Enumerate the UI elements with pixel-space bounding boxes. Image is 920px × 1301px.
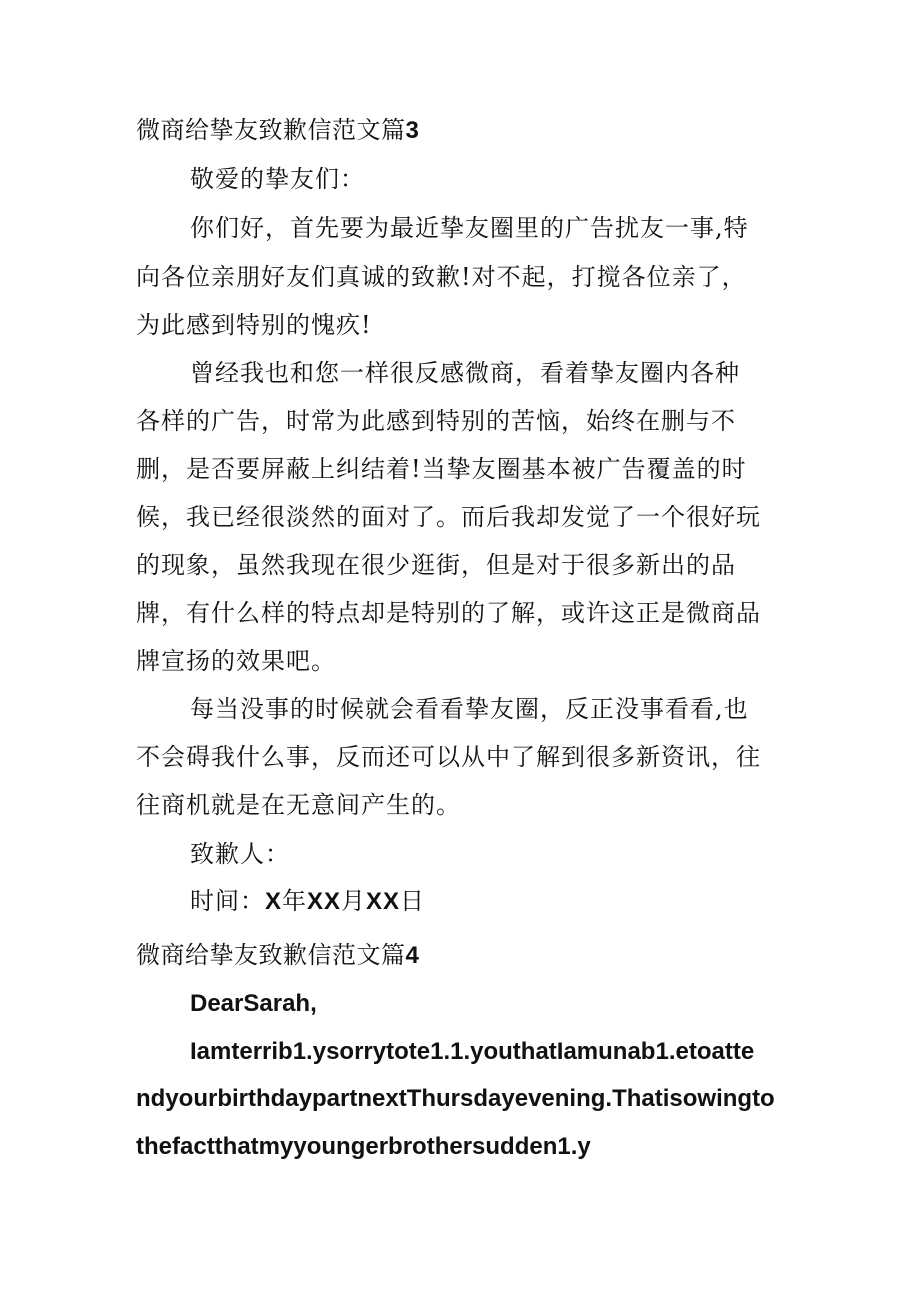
paragraph-line: 删，是否要屏蔽上纠结着!当挚友圈基本被广告覆盖的时 xyxy=(136,455,747,483)
paragraph-line: 向各位亲朋好友们真诚的致歉!对不起，打搅各位亲了， xyxy=(136,263,747,291)
section3-title-number: 3 xyxy=(405,117,420,144)
section4-title-text: 微商给挚友致歉信范文篇 xyxy=(136,941,406,969)
signer-line: 致歉人： xyxy=(190,840,290,868)
paragraph-line: 曾经我也和您一样很反感微商，看着挚友圈内各种 xyxy=(190,359,740,387)
section3-title-text: 微商给挚友致歉信范文篇 xyxy=(136,116,406,144)
paragraph-line: 牌宣扬的效果吧。 xyxy=(136,647,336,675)
paragraph-line: 牌，有什么样的特点却是特别的了解，或许这正是微商品 xyxy=(136,599,761,627)
paragraph-line: 的现象，虽然我现在很少逛街，但是对于很多新出的品 xyxy=(136,551,736,579)
date-day-value: XX xyxy=(366,888,401,915)
english-body-line: Iamterrib1.ysorrytote1.1.youthatIamunab1.etoatte xyxy=(190,1038,755,1065)
paragraph-line: 各样的广告，时常为此感到特别的苦恼，始终在删与不 xyxy=(136,407,736,435)
date-day-unit: 日 xyxy=(400,887,426,915)
section3-title xyxy=(136,114,419,147)
paragraph-line: 每当没事的时候就会看看挚友圈，反正没事看看,也 xyxy=(190,695,749,723)
date-month-value: XX xyxy=(307,888,342,915)
paragraph-line: 往商机就是在无意间产生的。 xyxy=(136,791,461,819)
salutation: 敬爱的挚友们： xyxy=(190,165,365,193)
section4-title-number: 4 xyxy=(405,942,420,969)
paragraph-line: 不会碍我什么事，反而还可以从中了解到很多新资讯，往 xyxy=(136,743,761,771)
date-year-unit: 年 xyxy=(282,887,308,915)
date-year-value: X xyxy=(265,888,283,915)
english-body-line: thefactthatmyyoungerbrothersudden1.y xyxy=(136,1133,591,1160)
date-month-unit: 月 xyxy=(341,887,367,915)
paragraph-line: 你们好，首先要为最近挚友圈里的广告扰友一事,特 xyxy=(190,214,749,242)
english-body-line: ndyourbirthdaypartnextThursdayevening.Thatisowingto xyxy=(136,1085,775,1112)
paragraph-line: 候，我已经很淡然的面对了。而后我却发觉了一个很好玩 xyxy=(136,503,761,531)
date-line xyxy=(190,885,425,918)
paragraph-line: 为此感到特别的愧疚! xyxy=(136,311,372,339)
section4-title xyxy=(136,939,419,972)
english-greeting: DearSarah, xyxy=(190,990,317,1017)
date-label: 时间： xyxy=(190,887,265,915)
